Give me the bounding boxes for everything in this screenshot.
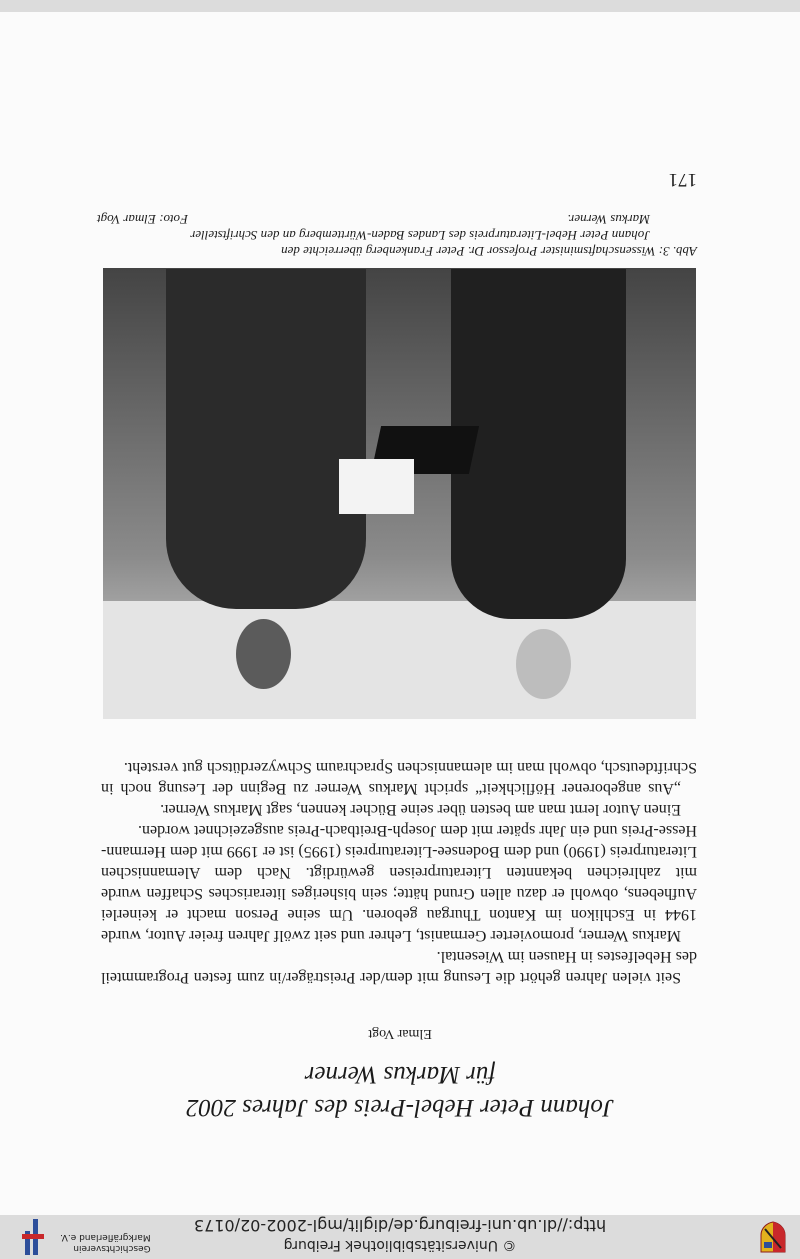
paragraph: „Aus angeborener Höflichkeit“ spricht Markus Werner zu Beginn der Lesung noch in Schriftdeutsch, obwohl man im alemannischen Sprachraum Schwyzerdütsch gut versteht. bbox=[101, 759, 697, 797]
author-name: Elmar Vogt bbox=[368, 1026, 432, 1041]
top-edge-bar bbox=[0, 0, 800, 12]
document-url[interactable]: http://dl.ub.uni-freiburg.de/diglit/mgl-2002-02/0173 bbox=[193, 1216, 607, 1235]
article-title: Johann Peter Hebel-Preis des Jahres 2002 für Markus Werner bbox=[186, 1061, 614, 1121]
award-photo bbox=[103, 268, 696, 719]
paragraph: Markus Werner, promovierter Germanist, Lehrer und seit zwölf Jahren freier Autor, wurde 1944 in Eschlikon im Kanton Thurgau geboren. Um seine Person macht er keinerlei Aufhebens, obwohl er dazu allen Grund hätte; sein bisheriges literarisches Schaffen wurde mit zahlreichen bekannten Literaturpreisen gewürdigt. Nach dem Alemannischen Literaturpreis (1990) und dem Bodensee-Literaturpreis (1995) ist er 1999 mit dem Hermann-Hesse-Preis und ein Jahr später mit dem Joseph-Breitbach-Preis ausgezeichnet worden. bbox=[101, 822, 697, 944]
library-credit: © Universitätsbibliothek Freiburg bbox=[283, 1237, 517, 1253]
paragraph: Seit vielen Jahren gehört die Lesung mit dem/der Preisträger/in zum festen Programmteil des Hebelfestes in Hausen im Wiesental. bbox=[101, 948, 697, 986]
footer-bar bbox=[0, 1215, 800, 1259]
figure-caption: Abb. 3: Wissenschaftsminister Professor Dr. Peter Frankenberg überreichte den Johann Peter Hebel-Literaturpreis des Landes Baden-Württemberg an den Schriftsteller Markus Werner. Foto: Elmar Vogt bbox=[97, 212, 697, 259]
society-name: Geschichtsverein Markgräflerland e.V. bbox=[60, 1232, 151, 1253]
paragraph: Einen Autor lernt man am besten über seine Bücher kennen, sagt Markus Werner. bbox=[160, 801, 681, 818]
article-body bbox=[101, 757, 697, 988]
university-logo-icon bbox=[14, 1219, 52, 1255]
page-number: 171 bbox=[668, 169, 697, 190]
